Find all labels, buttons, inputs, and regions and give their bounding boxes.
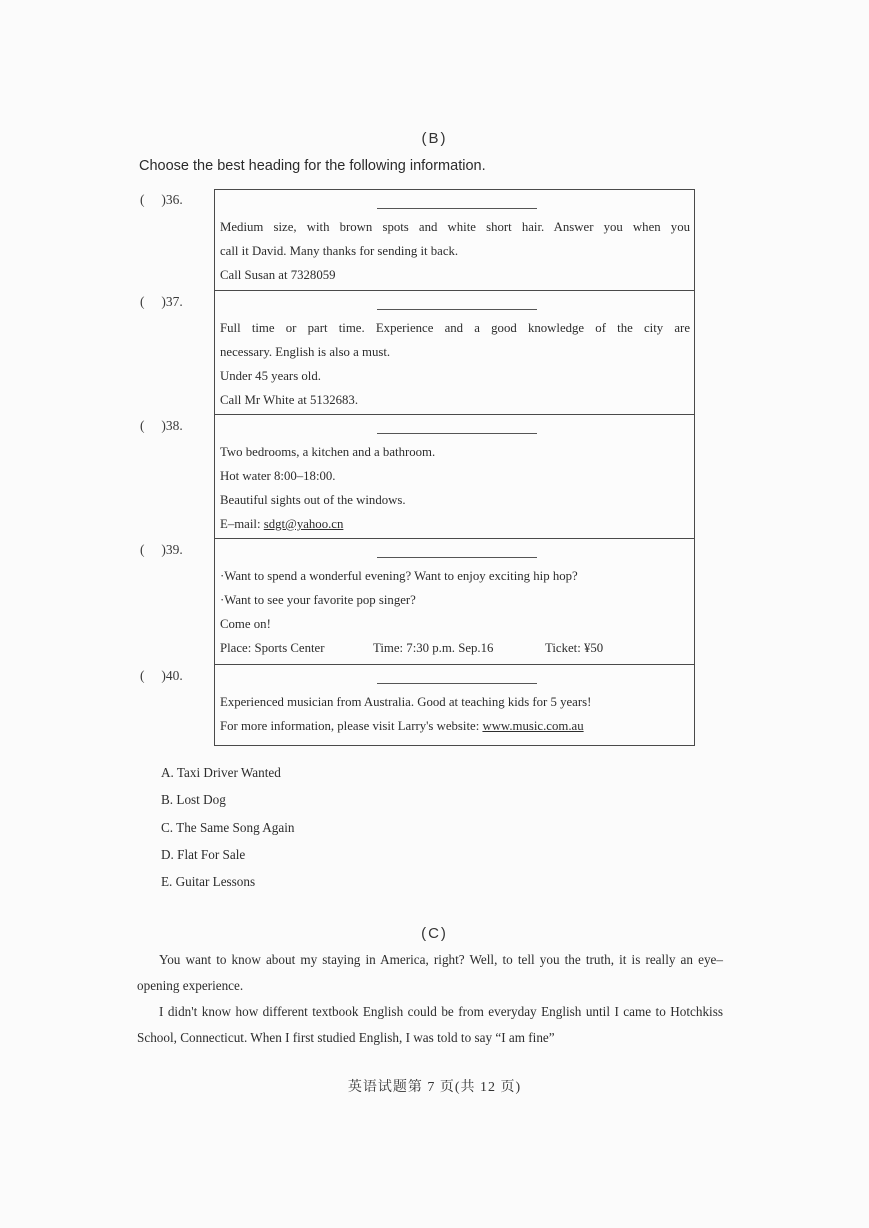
question-37-label: ( )37.	[140, 294, 183, 309]
notice-36-line-3: Call Susan at 7328059	[220, 268, 336, 282]
section-c-passage	[137, 947, 723, 1051]
question-39-label: ( )39.	[140, 542, 183, 557]
question-40-label: ( )40.	[140, 668, 183, 683]
heading-blank-line	[377, 557, 537, 558]
email-label: E–mail:	[220, 517, 264, 531]
email-address: sdgt@yahoo.cn	[263, 517, 344, 531]
website-label: For more information, please visit Larry's website:	[220, 719, 483, 733]
heading-blank-line	[377, 683, 537, 684]
option-d: D. Flat For Sale	[161, 846, 246, 862]
notice-37-line-1: Full time or part time. Experience and a good knowledge of the city are	[220, 321, 690, 335]
notice-box-37	[214, 290, 695, 415]
answer-options	[161, 759, 294, 895]
notice-box-40	[214, 664, 695, 746]
notice-37-line-2: necessary. English is also a must.	[220, 345, 391, 359]
page-footer: 英语试题第 7 页(共 12 页)	[347, 1080, 522, 1095]
notice-40-line-1: Experienced musician from Australia. Good at teaching kids for 5 years!	[220, 695, 592, 709]
option-c: C. The Same Song Again	[161, 819, 295, 835]
passage-paragraph-1: You want to know about my staying in America, right? Well, to tell you the truth, it is really an eye–opening experience.	[137, 952, 723, 993]
section-c-heading: (C)	[421, 925, 448, 942]
notice-39-line-4	[220, 636, 690, 660]
passage-paragraph-2: I didn't know how different textbook English could be from everyday English until I came to Hotchkiss School, Connecticut. When I first studied English, I was told to say “I am fine”	[137, 1004, 723, 1045]
option-b: B. Lost Dog	[161, 792, 226, 808]
option-e: E. Guitar Lessons	[161, 874, 256, 890]
notice-39-line-3: Come on!	[220, 617, 271, 631]
section-b-heading: (B)	[421, 130, 448, 147]
website-link: www.music.com.au	[482, 719, 584, 733]
notice-box-36	[214, 189, 695, 291]
notice-38-line-4	[220, 512, 690, 536]
option-a: A. Taxi Driver Wanted	[161, 765, 281, 780]
heading-blank-line	[377, 309, 537, 310]
notice-38-line-2: Hot water 8:00–18:00.	[220, 469, 336, 483]
question-36-label: ( )36.	[140, 192, 183, 207]
notice-39-line-2: ·Want to see your favorite pop singer?	[220, 593, 416, 607]
notice-box-38	[214, 414, 695, 539]
notice-40-line-2	[220, 714, 690, 738]
heading-blank-line	[377, 208, 537, 209]
notice-box-39	[214, 538, 695, 665]
notice-37-line-3: Under 45 years old.	[220, 369, 321, 383]
notice-36-line-1: Medium size, with brown spots and white short hair. Answer you when you	[220, 220, 690, 234]
event-place: Place: Sports Center	[220, 641, 325, 655]
question-38-label: ( )38.	[140, 418, 183, 433]
notice-38-line-1: Two bedrooms, a kitchen and a bathroom.	[220, 445, 436, 459]
section-b-instruction: Choose the best heading for the following information.	[139, 158, 486, 174]
notice-39-line-1: ·Want to spend a wonderful evening? Want to enjoy exciting hip hop?	[220, 569, 578, 583]
heading-blank-line	[377, 433, 537, 434]
notice-38-line-3: Beautiful sights out of the windows.	[220, 493, 406, 507]
event-time: Time: 7:30 p.m. Sep.16	[373, 641, 494, 655]
notice-36-line-2: call it David. Many thanks for sending it back.	[220, 244, 459, 258]
event-ticket: Ticket: ¥50	[545, 641, 604, 655]
notice-37-line-4: Call Mr White at 5132683.	[220, 393, 359, 407]
